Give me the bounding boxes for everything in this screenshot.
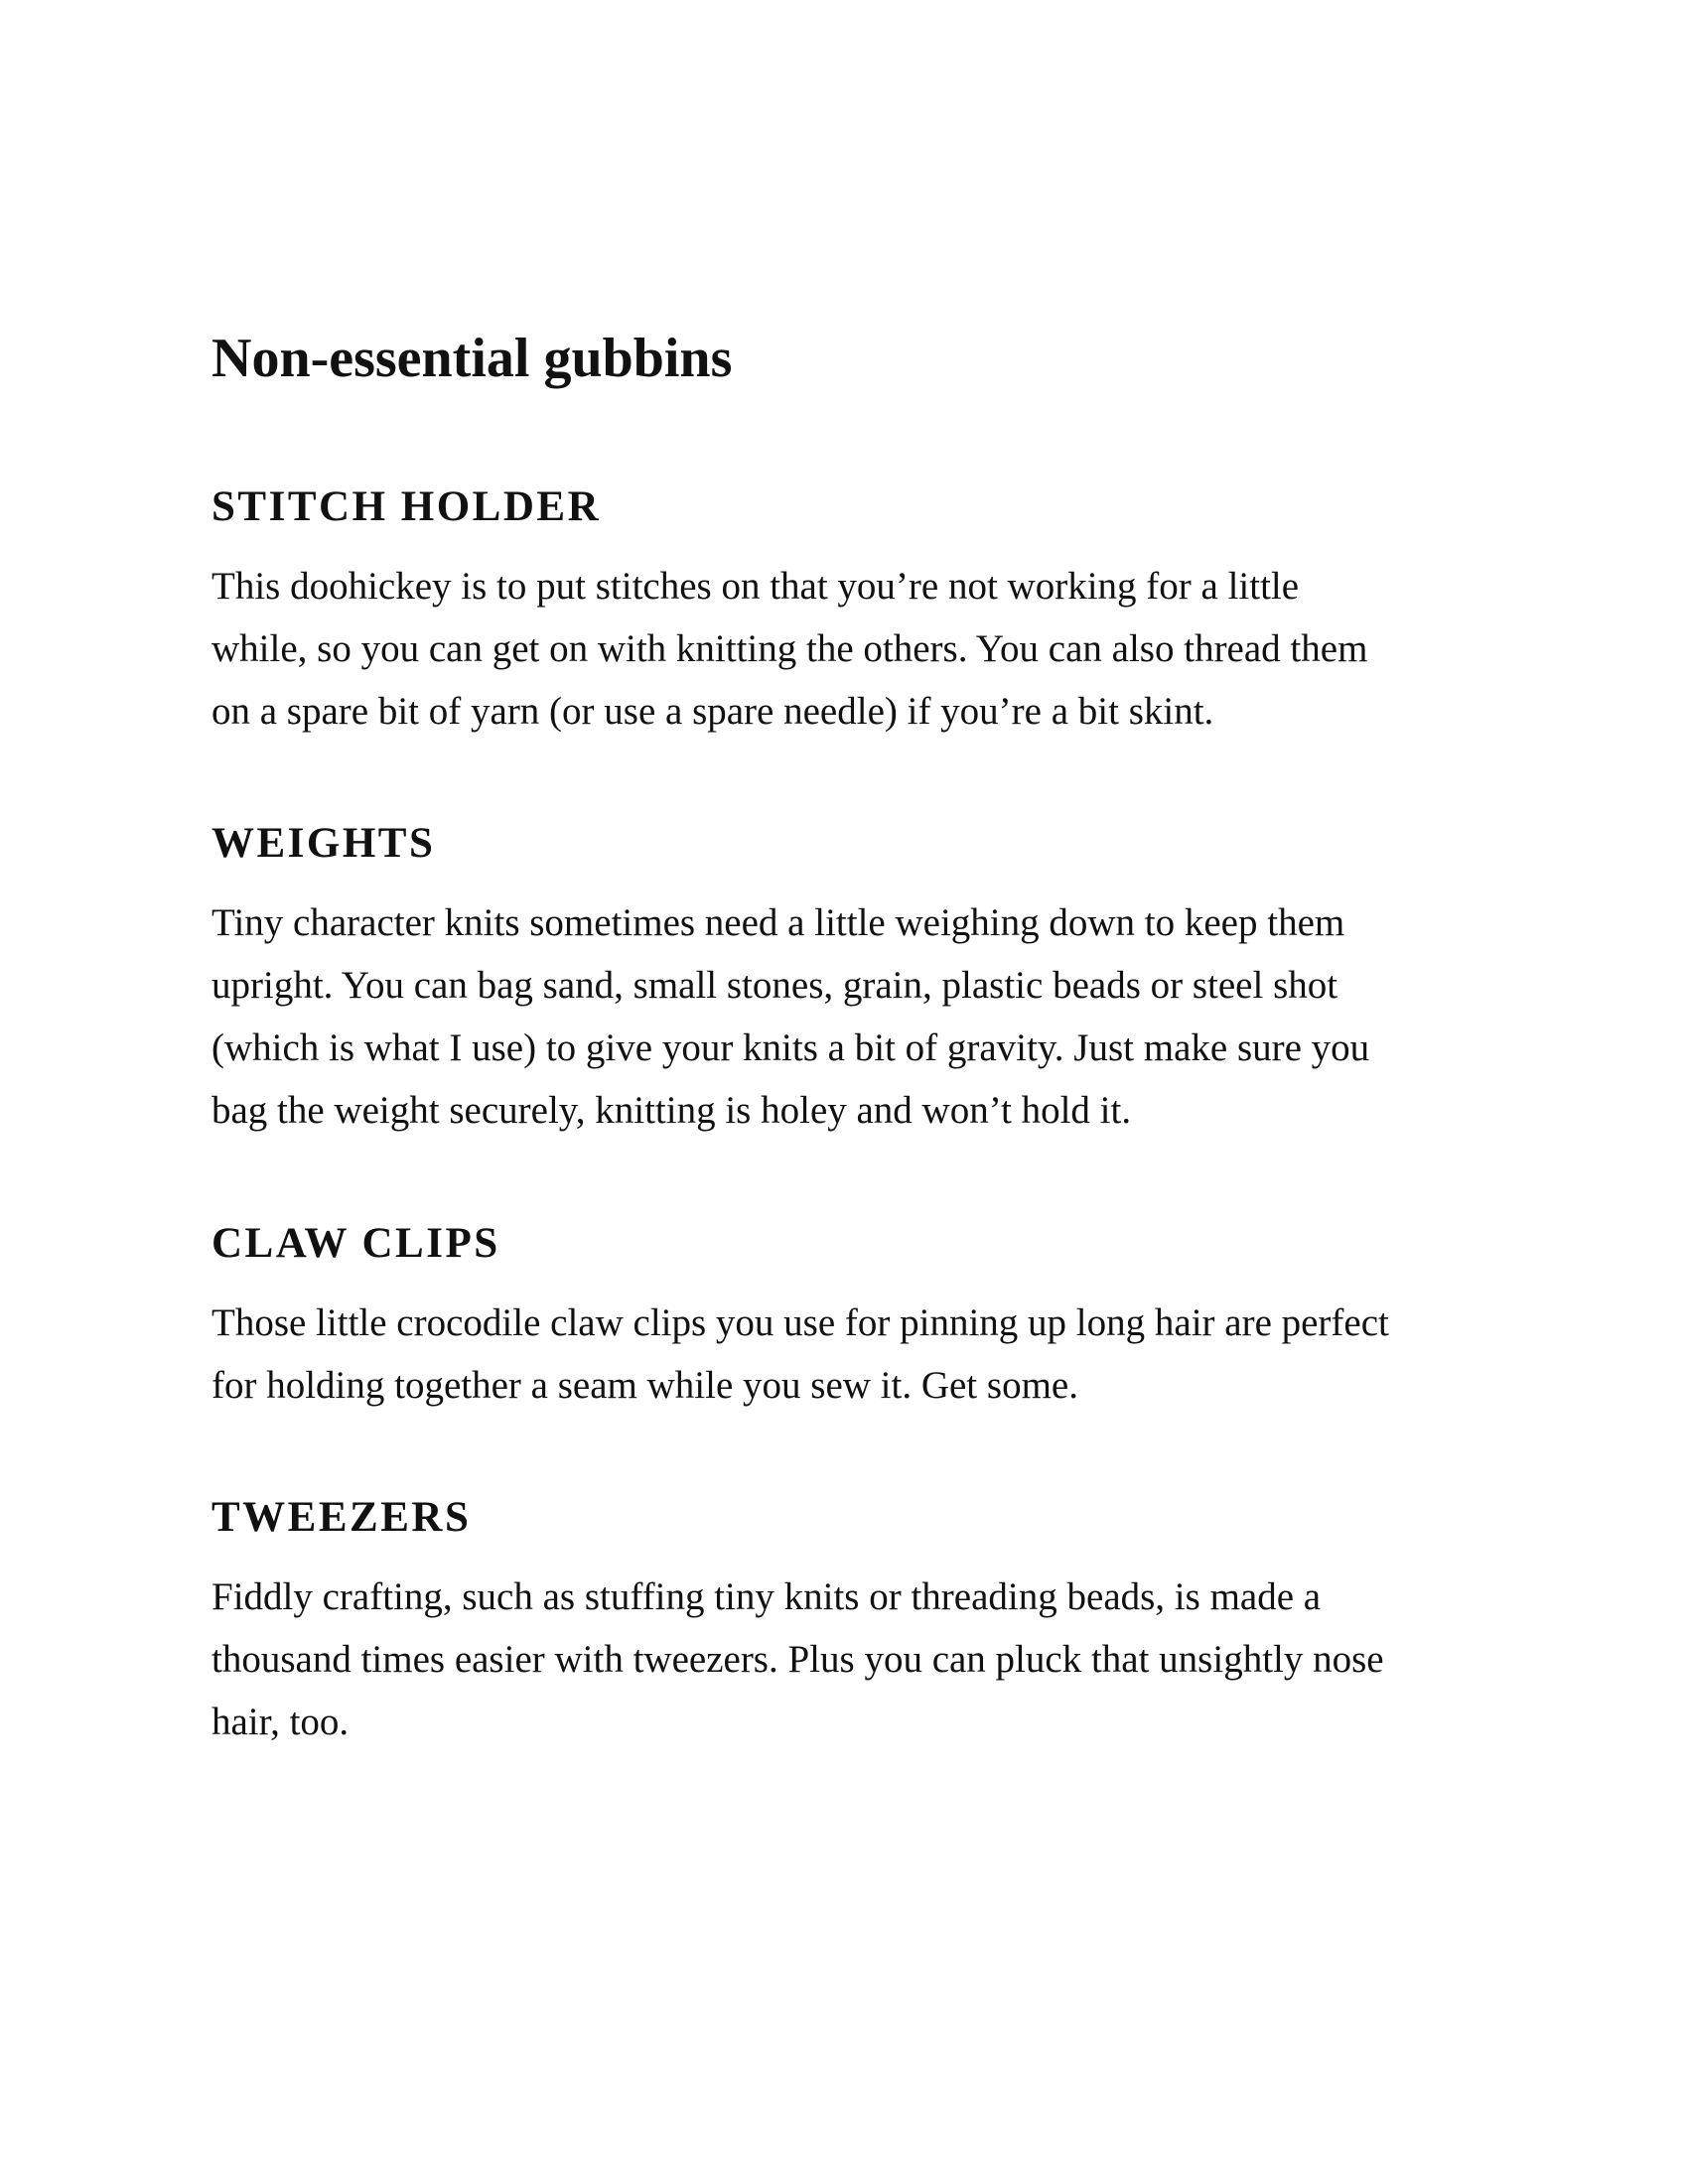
section-claw-clips xyxy=(211,1216,1502,1417)
page-title: Non-essential gubbins xyxy=(211,328,733,389)
section-tweezers xyxy=(211,1490,1502,1753)
section-heading: WEIGHTS xyxy=(211,820,436,867)
section-heading: CLAW CLIPS xyxy=(211,1220,500,1267)
section-body: This doohickey is to put stitches on that you’re not working for a little while, so you can get on with knitting the others. You can also thread them on a spare bit of yarn (or use a spare needle) if you’re a bit skint. xyxy=(211,565,1368,733)
section-body: Tiny character knits sometimes need a little weighing down to keep them upright. You can bag sand, small stones, grain, plastic beads or steel shot (which is what I use) to give your knits a bit of gravity. Just make sure you bag the weight securely, knitting is holey and won’t hold it. xyxy=(211,901,1370,1132)
section-heading: TWEEZERS xyxy=(211,1494,472,1541)
section-weights xyxy=(211,816,1502,1142)
section-stitch-holder xyxy=(211,479,1502,743)
section-body: Those little crocodile claw clips you use for pinning up long hair are perfect for holding together a seam while you sew it. Get some. xyxy=(211,1301,1389,1407)
section-body: Fiddly crafting, such as stuffing tiny knits or threading beads, is made a thousand times easier with tweezers. Plus you can pluck that unsightly nose hair, too. xyxy=(211,1575,1384,1743)
section-heading: STITCH HOLDER xyxy=(211,483,602,530)
